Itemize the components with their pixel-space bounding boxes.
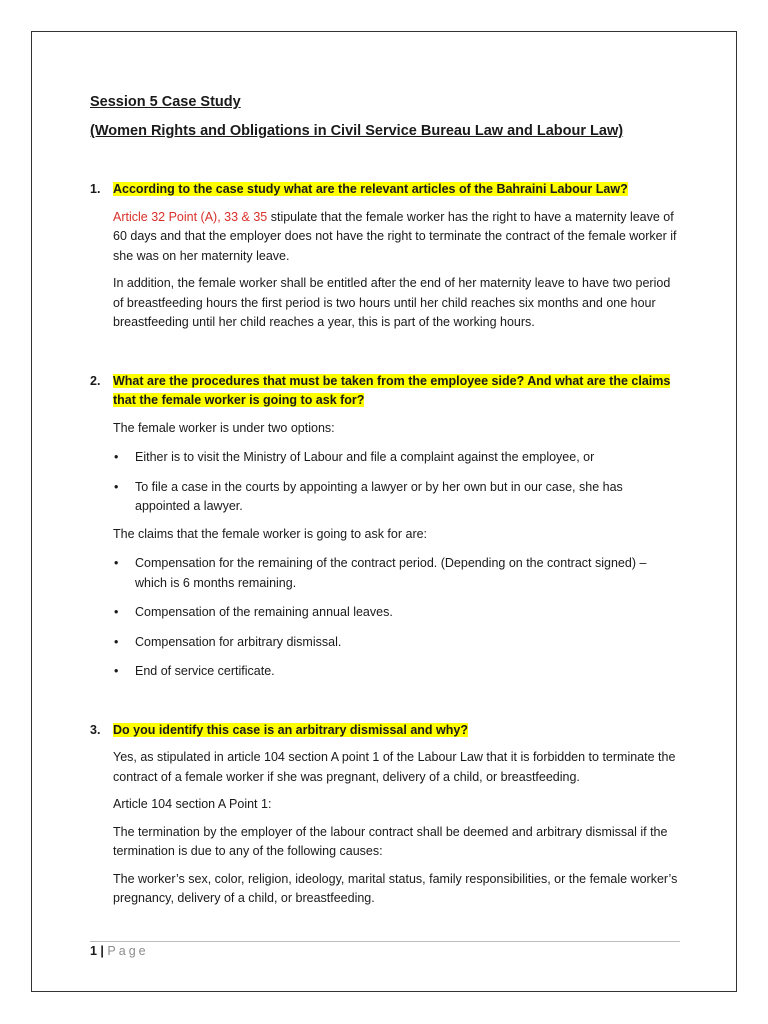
question-1-text: According to the case study what are the relevant articles of the Bahraini Labour Law? xyxy=(113,182,628,196)
claim-list-item xyxy=(90,662,680,682)
option-text: Either is to visit the Ministry of Labour and file a complaint against the employee, or xyxy=(135,450,595,464)
option-text: To file a case in the courts by appointing a lawyer or by her own but in our case, she has appointed a lawyer. xyxy=(135,479,623,513)
answer-1-paragraph-1-text: stipulate that the female worker has the right to have a maternity leave of 60 days and that the employer does not have the right to terminate the contract of the female worker if she was on her maternity leave. xyxy=(113,209,677,263)
claim-list-item xyxy=(90,633,680,653)
claims-intro: The claims that the female worker is going to ask for are: xyxy=(113,526,428,541)
answer-3-paragraph-2: Article 104 section A Point 1: xyxy=(113,797,272,811)
bullet: • xyxy=(114,634,119,649)
claim-list-item xyxy=(90,554,680,593)
answer-1-paragraph-1 xyxy=(90,208,680,267)
claim-text: Compensation for arbitrary dismissal. xyxy=(135,634,342,649)
question-2 xyxy=(90,372,680,411)
page-separator: | xyxy=(96,944,108,958)
question-1 xyxy=(90,180,680,200)
page-label: Page xyxy=(107,944,149,958)
claim-text: Compensation for the remaining of the contract period. (Depending on the contract signed) – which is 6 months remaining. xyxy=(135,556,647,590)
document-subtitle: (Women Rights and Obligations in Civil Service Bureau Law and Labour Law) xyxy=(90,123,624,139)
answer-3-paragraph-4: The worker’s sex, color, religion, ideology, marital status, family responsibilities, or the female worker’s pregnancy, delivery of a child, or breastfeeding. xyxy=(113,871,678,905)
claim-list-item xyxy=(90,603,680,623)
claim-text: End of service certificate. xyxy=(135,664,275,678)
document-body xyxy=(90,92,680,909)
question-1-number: 1. xyxy=(90,182,101,196)
answer-3-paragraph-1: Yes, as stipulated in article 104 section A point 1 of the Labour Law that it is forbidden to terminate the contract of a female worker if she was pregnant, delivery of a child, or breastfeeding. xyxy=(113,750,676,784)
option-list-item xyxy=(90,448,680,468)
bullet: • xyxy=(114,664,119,678)
bullet: • xyxy=(114,556,119,570)
footer-divider xyxy=(90,941,680,942)
bullet: • xyxy=(114,605,119,619)
question-3-number: 3. xyxy=(90,722,101,737)
option-list-item xyxy=(90,478,680,517)
article-reference: Article 32 Point (A), 33 & 35 xyxy=(113,209,268,224)
answer-3-paragraph-3: The termination by the employer of the labour contract shall be deemed and arbitrary dismissal if the termination is due to any of the following causes: xyxy=(113,824,668,858)
answer-2-intro: The female worker is under two options: xyxy=(113,420,335,435)
question-2-number: 2. xyxy=(90,373,101,388)
claim-text: Compensation of the remaining annual leaves. xyxy=(135,605,393,619)
document-title: Session 5 Case Study xyxy=(90,94,241,110)
bullet: • xyxy=(114,479,119,494)
question-3 xyxy=(90,721,680,741)
page-number: 1 xyxy=(90,944,97,958)
answer-1-paragraph-2: In addition, the female worker shall be entitled after the end of her maternity leave to have two period of breastfeeding hours the first period is two hours until her child reaches six months and one hour breastfeeding until her child reaches a year, this is part of the working hours. xyxy=(113,276,671,329)
page-footer xyxy=(90,944,149,958)
bullet: • xyxy=(114,450,119,464)
question-3-text: Do you identify this case is an arbitrary dismissal and why? xyxy=(113,722,468,737)
question-2-text: What are the procedures that must be taken from the employee side? And what are the claims that the female worker is going to ask for? xyxy=(113,373,671,407)
